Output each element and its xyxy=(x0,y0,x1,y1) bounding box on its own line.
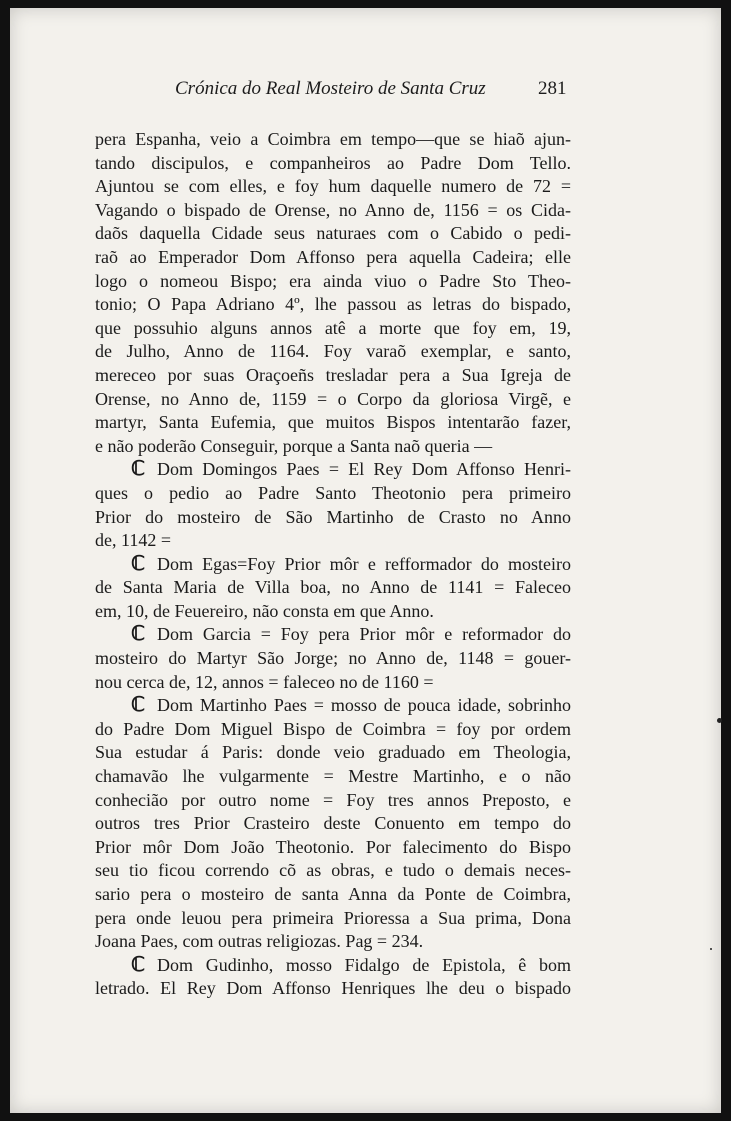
text-line xyxy=(95,152,571,176)
paragraph-mark-icon: ℂ xyxy=(131,552,145,575)
text-line xyxy=(95,812,571,836)
text-line xyxy=(95,907,571,931)
text-line xyxy=(95,340,571,364)
line-text: tando discipulos, e companheiros ao Padre Dom Tello. xyxy=(95,152,571,173)
line-text: tonio; O Papa Adriano 4º, lhe passou as letras do bispado, xyxy=(95,294,571,315)
body-text xyxy=(95,128,571,1001)
text-line xyxy=(95,741,571,765)
text-line xyxy=(95,317,571,341)
line-text: nou cerca de, 12, annos = faleceo no de 1160 = xyxy=(95,671,434,692)
line-text: Orense, no Anno de, 1159 = o Corpo da gloriosa Virgẽ, e xyxy=(95,388,571,409)
line-text: Dom Martinho Paes = mosso de pouca idade, sobrinho xyxy=(157,695,571,716)
line-text: pera Espanha, veio a Coimbra em tempo—que se hiaõ ajun- xyxy=(95,129,571,149)
line-text: Dom Gudinho, mosso Fidalgo de Epistola, ê bom xyxy=(157,954,571,975)
text-line xyxy=(95,270,571,294)
paragraph-mark-icon: ℂ xyxy=(131,458,145,481)
text-line xyxy=(95,977,571,1001)
line-text: em, 10, de Feuereiro, não consta em que Anno. xyxy=(95,600,434,621)
running-title: Crónica do Real Mosteiro de Santa Cruz xyxy=(175,78,486,99)
line-text: raõ ao Emperador Dom Affonso pera aquella Cadeira; elle xyxy=(95,246,571,267)
line-text: pera onde leuou pera primeira Prioressa a Sua prima, Dona xyxy=(95,907,571,928)
text-line xyxy=(95,718,571,742)
line-text: de Santa Maria de Villa boa, no Anno de 1141 = Faleceo xyxy=(95,577,571,598)
text-line xyxy=(95,482,571,506)
line-text: Joana Paes, com outras religiozas. Pag = 234. xyxy=(95,931,424,952)
line-text: martyr, Santa Eufemia, que muitos Bispos intentarão fazer, xyxy=(95,412,571,433)
line-text: ques o pedio ao Padre Santo Theotonio pera primeiro xyxy=(95,482,571,503)
line-text: Sua estudar á Paris: donde veio graduado em Theologia, xyxy=(95,742,571,763)
text-line xyxy=(95,623,571,647)
text-line xyxy=(95,506,571,530)
line-text: daõs daquella Cidade seus naturaes com o Cabido o pedi- xyxy=(95,223,571,244)
paragraph-mark-icon: ℂ xyxy=(131,623,145,646)
line-text: logo o nomeou Bispo; era ainda viuo o Padre Sto Theo- xyxy=(95,270,571,291)
text-line xyxy=(95,553,571,577)
text-line xyxy=(95,930,571,954)
text-line xyxy=(95,836,571,860)
page-number: 281 xyxy=(538,78,567,99)
paragraph-mark-icon: ℂ xyxy=(131,953,145,976)
line-text: seu tio ficou correndo cõ as obras, e tudo o demais neces- xyxy=(95,860,571,881)
text-line xyxy=(95,600,571,624)
line-text: mosteiro do Martyr São Jorge; no Anno de, 1148 = gouer- xyxy=(95,648,571,669)
text-line xyxy=(95,765,571,789)
text-line xyxy=(95,647,571,671)
line-text: do Padre Dom Miguel Bispo de Coimbra = foy por ordem xyxy=(95,718,571,739)
line-text: outros tres Prior Crasteiro deste Conuento em tempo do xyxy=(95,813,571,834)
text-line xyxy=(95,859,571,883)
text-line xyxy=(95,246,571,270)
text-line xyxy=(95,222,571,246)
ink-speck xyxy=(717,718,722,723)
text-line xyxy=(95,411,571,435)
text-line xyxy=(95,364,571,388)
text-line xyxy=(95,954,571,978)
line-text: de Julho, Anno de 1164. Foy varaõ exemplar, e santo, xyxy=(95,341,571,362)
text-line xyxy=(95,293,571,317)
line-text: Dom Garcia = Foy pera Prior môr e reformador do xyxy=(157,624,571,645)
text-line xyxy=(95,671,571,695)
text-line xyxy=(95,199,571,223)
text-line xyxy=(95,458,571,482)
text-line xyxy=(95,435,571,459)
line-text: conhecião por outro nome = Foy tres annos Preposto, e xyxy=(95,789,571,810)
line-text: que possuhio alguns annos atê a morte que foy em, 19, xyxy=(95,317,571,338)
text-line xyxy=(95,529,571,553)
line-text: Dom Domingos Paes = El Rey Dom Affonso Henri- xyxy=(157,459,571,480)
line-text: mereceo por suas Oraçoeñs tresladar pera a Sua Igreja de xyxy=(95,364,571,385)
text-line xyxy=(95,388,571,412)
text-line xyxy=(95,789,571,813)
text-line xyxy=(95,576,571,600)
line-text: Vagando o bispado de Orense, no Anno de, 1156 = os Cida- xyxy=(95,199,571,220)
line-text: Dom Egas=Foy Prior môr e refformador do mosteiro xyxy=(157,553,571,574)
line-text: Ajuntou se com elles, e foy hum daquelle numero de 72 = xyxy=(95,176,571,197)
line-text: Prior môr Dom João Theotonio. Por falecimento do Bispo xyxy=(95,836,571,857)
text-line xyxy=(95,883,571,907)
line-text: de, 1142 = xyxy=(95,530,171,551)
paragraph-mark-icon: ℂ xyxy=(131,694,145,717)
line-text: letrado. El Rey Dom Affonso Henriques lhe deu o bispado xyxy=(95,978,571,999)
line-text: sario pera o mosteiro de santa Anna da Ponte de Coimbra, xyxy=(95,884,571,904)
ink-speck xyxy=(710,948,712,950)
line-text: e não poderão Conseguir, porque a Santa naõ queria — xyxy=(95,435,493,456)
text-line xyxy=(95,128,571,152)
line-text: Prior do mosteiro de São Martinho de Crasto no Anno xyxy=(95,506,571,527)
text-line xyxy=(95,694,571,718)
text-line xyxy=(95,175,571,199)
line-text: chamavão lhe vulgarmente = Mestre Martinho, e o não xyxy=(95,766,571,787)
